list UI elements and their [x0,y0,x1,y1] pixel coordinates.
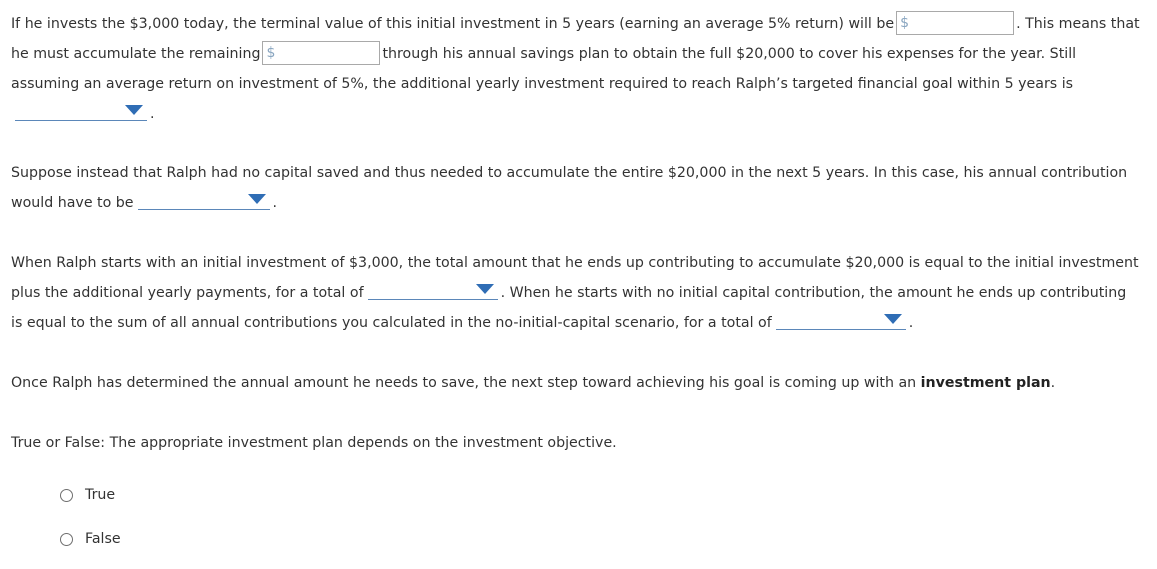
p1-text-5: . [150,106,155,122]
chevron-down-icon [476,284,494,294]
total-with-initial-dropdown[interactable] [368,278,498,300]
p1-text-3: means that he must accumulate the remaining [11,16,1140,62]
chevron-down-icon [248,194,266,204]
paragraph-investment-plan [11,368,1141,398]
p3-text-1: When Ralph starts with an initial investment of $3,000, the total amount that he ends up contributing to accumulate $20,000 is equal to the initial investment plus the additional yearly payments, for a total of [11,255,1139,301]
p2-text-1: Suppose instead that Ralph had no capital saved and thus needed to accumulate the entire $20,000 in the next 5 years. In this case, his annual contribution would have to be [11,165,1128,211]
chevron-down-icon [125,105,143,115]
additional-yearly-investment-dropdown[interactable] [15,99,147,121]
remaining-amount-input[interactable] [262,41,380,65]
dollar-sign: $ [266,44,276,61]
p1-text-2: . This [1016,16,1055,32]
paragraph-terminal-value [11,9,1141,129]
chevron-down-icon [884,314,902,324]
total-no-initial-dropdown[interactable] [776,308,906,330]
option-true[interactable] [60,484,115,506]
paragraph-no-capital [11,158,1141,218]
radio-button-true[interactable] [60,489,73,502]
option-true-label: True [85,487,116,503]
terminal-value-input[interactable] [896,11,1014,35]
option-false-label: False [85,531,121,547]
radio-button-false[interactable] [60,533,73,546]
true-false-question: True or False: The appropriate investment plan depends on the investment objective. [11,435,617,451]
dollar-sign: $ [900,14,910,31]
paragraph-total-contributions [11,248,1141,338]
option-false[interactable] [60,528,121,550]
p4-text-2: . [1050,375,1056,391]
p1-text-1: If he invests the $3,000 today, the terminal value of this initial investment in 5 years (earning an average 5% return) will be [11,16,895,32]
annual-contribution-dropdown[interactable] [138,188,270,210]
p3-text-2: . When he starts with no initial capital contribution, the amount he ends up contributing is equal to the sum of all annual contributions you calculated in the no-initial-capital scenario, for a total of [11,285,1127,331]
terminal-value-field[interactable] [911,12,1015,34]
investment-plan-term: investment plan [920,375,1051,391]
p2-text-2: . [272,195,278,211]
p4-text-1: Once Ralph has determined the annual amount he needs to save, the next step toward achieving his goal is coming up with an [11,375,917,391]
p3-text-3: . [908,315,914,331]
p1-text-4: through his annual savings plan to obtain the full $20,000 to cover his expenses for the year. Still assuming an average return on investment of 5%, the additional yearly investment required to reach Ralph’s targeted financial goal within 5 years is [11,46,1077,92]
remaining-amount-field[interactable] [277,42,381,64]
